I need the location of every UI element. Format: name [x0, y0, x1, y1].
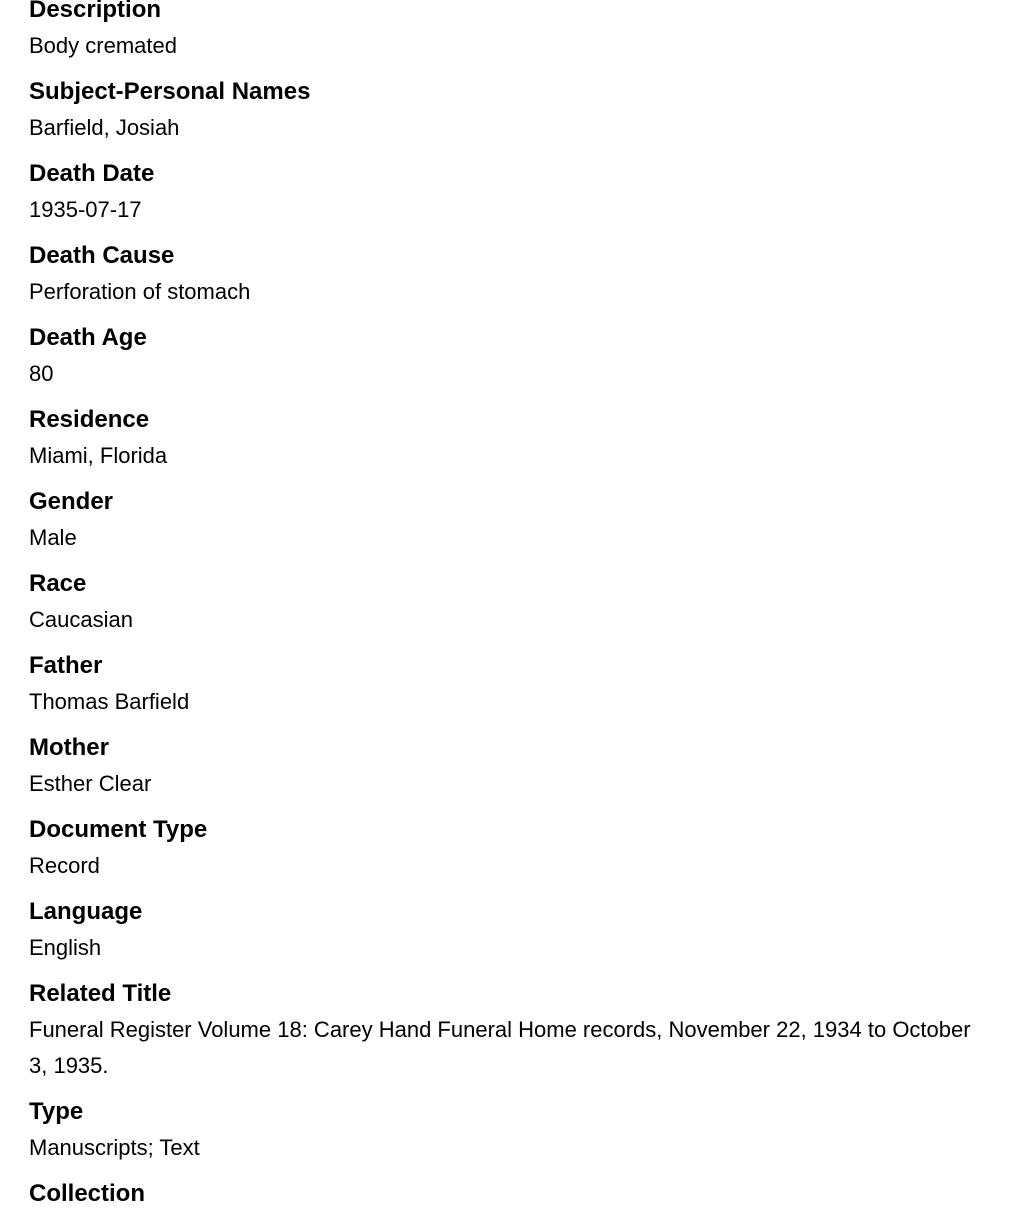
field-label: Document Type [29, 816, 208, 843]
field-residence [29, 402, 989, 474]
field-value: Perforation of stomach [29, 279, 251, 304]
field-gender [29, 484, 989, 556]
field-label: Related Title [29, 980, 172, 1007]
field-description [29, 0, 989, 64]
field-label: Type [29, 1098, 84, 1125]
field-death-date [29, 156, 989, 228]
field-label: Death Cause [29, 242, 175, 269]
field-value: Miami, Florida [29, 443, 168, 468]
field-value: Body cremated [29, 33, 177, 58]
field-collection [29, 1176, 989, 1212]
field-language [29, 894, 989, 966]
field-mother [29, 730, 989, 802]
field-value: Record [29, 853, 100, 878]
field-subject-personal-names [29, 74, 989, 146]
field-value: Caucasian [29, 607, 133, 632]
field-document-type [29, 812, 989, 884]
field-label: Subject-Personal Names [29, 78, 311, 105]
field-death-cause [29, 238, 989, 310]
field-race [29, 566, 989, 638]
field-label: Race [29, 570, 87, 597]
field-label: Description [29, 0, 162, 23]
field-label: Father [29, 652, 103, 679]
field-label: Death Age [29, 324, 147, 351]
field-value: Barfield, Josiah [29, 115, 180, 140]
field-label: Residence [29, 406, 150, 433]
field-type [29, 1094, 989, 1166]
field-value: Manuscripts; Text [29, 1135, 200, 1160]
metadata-record [29, 0, 989, 1222]
field-value: Thomas Barfield [29, 689, 190, 714]
field-value: 80 [29, 361, 54, 386]
field-father [29, 648, 989, 720]
field-related-title [29, 976, 989, 1084]
field-value: English [29, 935, 102, 960]
field-label: Death Date [29, 160, 155, 187]
field-death-age [29, 320, 989, 392]
field-label: Gender [29, 488, 114, 515]
field-value: Esther Clear [29, 771, 152, 796]
field-value: Funeral Register Volume 18: Carey Hand Funeral Home records, November 22, 1934 to October 3, 1935. [29, 1017, 971, 1078]
field-label: Mother [29, 734, 109, 761]
field-label: Collection [29, 1180, 146, 1207]
field-value: Male [29, 525, 77, 550]
field-label: Language [29, 898, 143, 925]
field-value: 1935-07-17 [29, 197, 142, 222]
